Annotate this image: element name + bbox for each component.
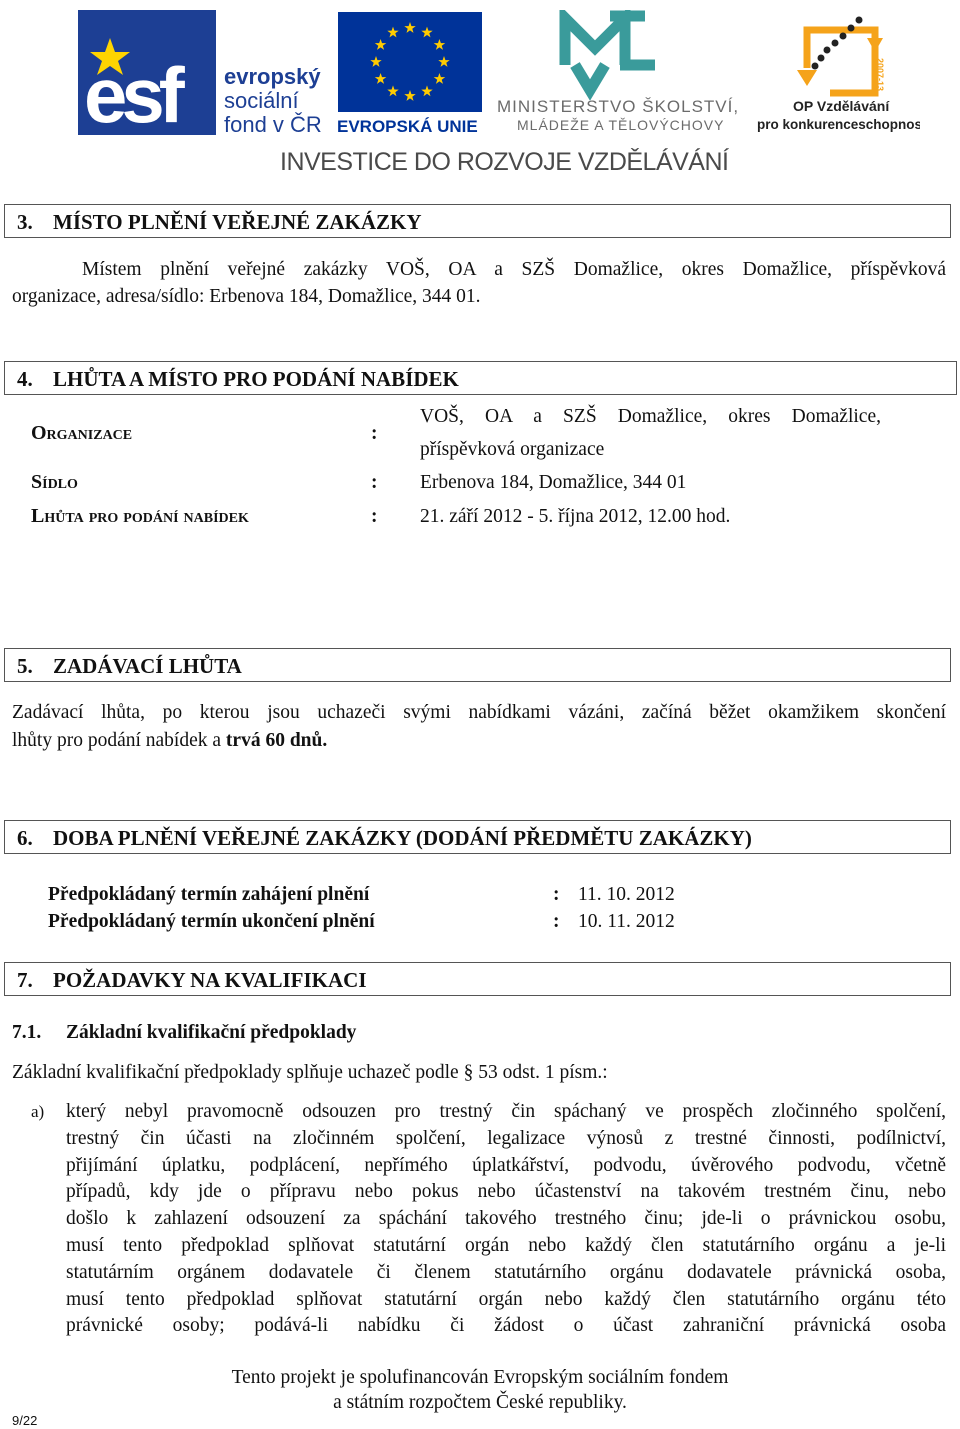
section-3-line-1: Místem plnění veřejné zakázky VOŠ, OA a SZŠ Domažlice, okres Domažlice, příspěvková <box>82 259 946 280</box>
svg-text:EVROPSKÁ UNIE: EVROPSKÁ UNIE <box>337 117 478 136</box>
label-lhuta: Lhůta pro podání nabídek <box>31 505 249 527</box>
section-7-number: 7. <box>17 968 33 992</box>
colon-lhuta: : <box>371 506 378 527</box>
section-5-heading <box>4 648 951 682</box>
section-7-title: POŽADAVKY NA KVALIFIKACI <box>53 968 367 992</box>
svg-text:pro konkurenceschopnost: pro konkurenceschopnost <box>757 117 920 132</box>
value-sidlo: Erbenova 184, Domažlice, 344 01 <box>420 472 687 493</box>
value-ukonceni: 10. 11. 2012 <box>578 911 675 932</box>
list-item-a-line: případů, kdy jde o přípravu nebo pokus nebo účastenství na takovém trestném činu, nebo <box>66 1181 946 1203</box>
label-zahajeni: Předpokládaný termín zahájení plnění <box>48 884 370 905</box>
section-6-title: DOBA PLNĚNÍ VEŘEJNÉ ZAKÁZKY (DODÁNÍ PŘEDMĚTU ZAKÁZKY) <box>53 826 752 850</box>
list-item-a-line: právnické osoby; podává-li nabídku či žádost o účast zahraniční právnická osoba <box>66 1315 946 1337</box>
page-number: 9/22 <box>12 1413 38 1428</box>
esf-logo <box>78 10 328 135</box>
section-7-heading <box>4 962 951 996</box>
value-zahajeni: 11. 10. 2012 <box>578 884 675 905</box>
section-3-number: 3. <box>17 210 33 234</box>
section-4-heading <box>4 361 957 395</box>
colon-sidlo: : <box>371 472 378 493</box>
svg-text:fond v ČR: fond v ČR <box>224 112 322 135</box>
section-5-line-2 <box>12 727 327 754</box>
list-item-a-line: musí tento předpoklad splňovat statutární orgán nebo každý člen statutárního orgánu a je-li <box>66 1235 946 1256</box>
footer-line-2: a státním rozpočtem České republiky. <box>333 1392 627 1413</box>
section-3-heading <box>4 204 951 238</box>
colon-organizace: : <box>371 423 378 444</box>
section-4-title: LHŮTA A MÍSTO PRO PODÁNÍ NABÍDEK <box>53 367 459 391</box>
footer-line-1: Tento projekt je spolufinancován Evropským sociálním fondem <box>231 1367 729 1388</box>
subsection-7-1-title: Základní kvalifikační předpoklady <box>66 1022 357 1043</box>
svg-text:MLÁDEŽE A TĚLOVÝCHOVY: MLÁDEŽE A TĚLOVÝCHOVY <box>517 117 725 133</box>
list-item-a-line: který nebyl pravomocně odsouzen pro trestný čin spáchaný ve prospěch zločinného spolčení, <box>66 1101 946 1122</box>
label-sidlo: Sídlo <box>31 471 78 493</box>
msmt-logo <box>495 10 750 135</box>
list-item-a-line: musí tento předpoklad splňovat statutární orgán nebo každý člen statutárního orgánu této <box>66 1288 946 1310</box>
section-4-number: 4. <box>17 367 33 391</box>
section-5-line-2-text: lhůty pro podání nabídek a <box>12 730 226 751</box>
svg-text:esf: esf <box>84 51 179 135</box>
subsection-7-1-number: 7.1. <box>12 1022 42 1043</box>
label-organizace: Organizace <box>31 422 133 444</box>
list-item-a-line: statutárním orgánem dodavatele či členem statutárního orgánu dodavatele právnická osoba, <box>66 1261 946 1283</box>
section-5-number: 5. <box>17 654 33 678</box>
list-item-a-line: přijímání úplatku, podplácení, nepřímého úplatkářství, podvodu, úvěrového podvodu, včetně <box>66 1154 946 1176</box>
investice-slogan: INVESTICE DO ROZVOJE VZDĚLÁVÁNÍ <box>280 148 729 176</box>
svg-text:2007-13: 2007-13 <box>875 58 885 92</box>
list-item-a-line: došlo k zahlazení odsouzení za spáchání takového trestného činu; jde-li o právnickou osobu, <box>66 1208 946 1230</box>
section-3-title: MÍSTO PLNĚNÍ VEŘEJNÉ ZAKÁZKY <box>53 210 422 234</box>
svg-text:OP Vzdělávání: OP Vzdělávání <box>793 98 890 114</box>
value-organizace-line-1: VOŠ, OA a SZŠ Domažlice, okres Domažlice, <box>420 406 881 427</box>
svg-text:sociální: sociální <box>224 88 299 113</box>
value-lhuta: 21. září 2012 - 5. října 2012, 12.00 hod. <box>420 506 731 527</box>
section-6-heading <box>4 820 951 854</box>
colon-zahajeni: : <box>553 884 560 905</box>
section-3-line-2: organizace, adresa/sídlo: Erbenova 184, Domažlice, 344 01. <box>12 286 481 307</box>
op-vzdelavani-logo <box>755 8 920 138</box>
list-item-a-line: trestný čin účasti na zločinném spolčení, legalizace výnosů z trestné činnosti, podílnictví, <box>66 1127 946 1149</box>
label-ukonceni: Předpokládaný termín ukončení plnění <box>48 911 375 932</box>
section-5-duration: trvá 60 dnů. <box>225 730 328 751</box>
svg-text:evropský: evropský <box>224 64 321 89</box>
section-5-title: ZADÁVACÍ LHŮTA <box>53 654 242 678</box>
eu-flag-logo <box>335 12 485 137</box>
colon-ukonceni: : <box>553 911 560 932</box>
list-item-marker-a: a) <box>31 1102 45 1121</box>
section-6-number: 6. <box>17 826 33 850</box>
section-5-line-1: Zadávací lhůta, po kterou jsou uchazeči svými nabídkami vázáni, začíná běžet okamžikem skončení <box>12 702 946 723</box>
qualification-intro: Základní kvalifikační předpoklady splňuje uchazeč podle § 53 odst. 1 písm.: <box>12 1062 608 1083</box>
value-organizace-line-2: příspěvková organizace <box>420 439 605 460</box>
svg-text:MINISTERSTVO ŠKOLSTVÍ,: MINISTERSTVO ŠKOLSTVÍ, <box>497 97 740 116</box>
